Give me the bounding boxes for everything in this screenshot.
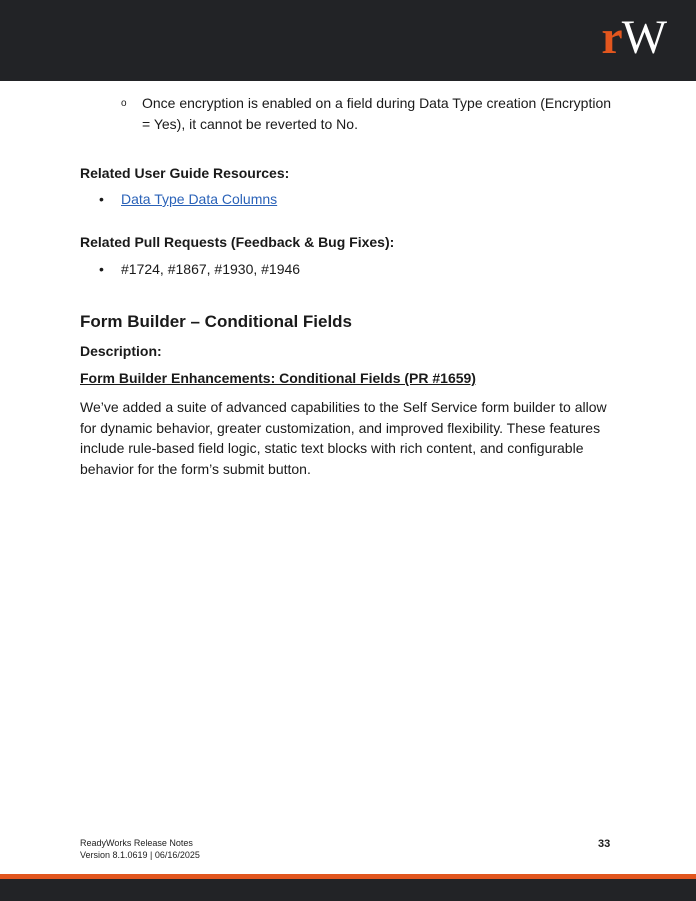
footer-version: Version 8.1.0619 | 06/16/2025: [80, 850, 200, 860]
section-subtitle: Form Builder Enhancements: Conditional Fields (PR #1659): [80, 370, 476, 386]
description-paragraph: We’ve added a suite of advanced capabilities to the Self Service form builder to allow for dynamic behavior, greater customization, and improved flexibility. These features include rule-based field logic, static text blocks with rich content, and configurable behavior for the form’s submit button.: [80, 399, 607, 477]
pull-request-list: #1724, #1867, #1930, #1946: [121, 261, 301, 277]
encryption-note: [121, 93, 612, 135]
page-header: [0, 0, 696, 81]
data-type-data-columns-link[interactable]: Data Type Data Columns: [121, 191, 278, 207]
footer-bar: [0, 879, 696, 901]
related-pull-requests-heading: Related Pull Requests (Feedback & Bug Fixes):: [80, 234, 395, 250]
page-number: 33: [598, 838, 611, 850]
bullet-dot-icon: •: [99, 261, 104, 277]
encryption-note-text: Once encryption is enabled on a field during Data Type creation (Encryption = Yes), it cannot be reverted to No.: [142, 95, 612, 132]
description-label: Description:: [80, 343, 162, 359]
related-user-guide-heading: Related User Guide Resources:: [80, 165, 290, 181]
footer-doc-title: ReadyWorks Release Notes: [80, 838, 193, 848]
logo-letter-r: r: [601, 11, 622, 64]
footer-info: [80, 837, 200, 861]
hollow-bullet-icon: o: [121, 98, 127, 109]
section-title: Form Builder – Conditional Fields: [80, 312, 353, 331]
bullet-dot-icon: •: [99, 191, 104, 207]
readyworks-logo: [601, 11, 666, 64]
logo-letter-w: W: [621, 11, 666, 64]
list-item: [99, 189, 278, 209]
list-item: [99, 259, 301, 279]
